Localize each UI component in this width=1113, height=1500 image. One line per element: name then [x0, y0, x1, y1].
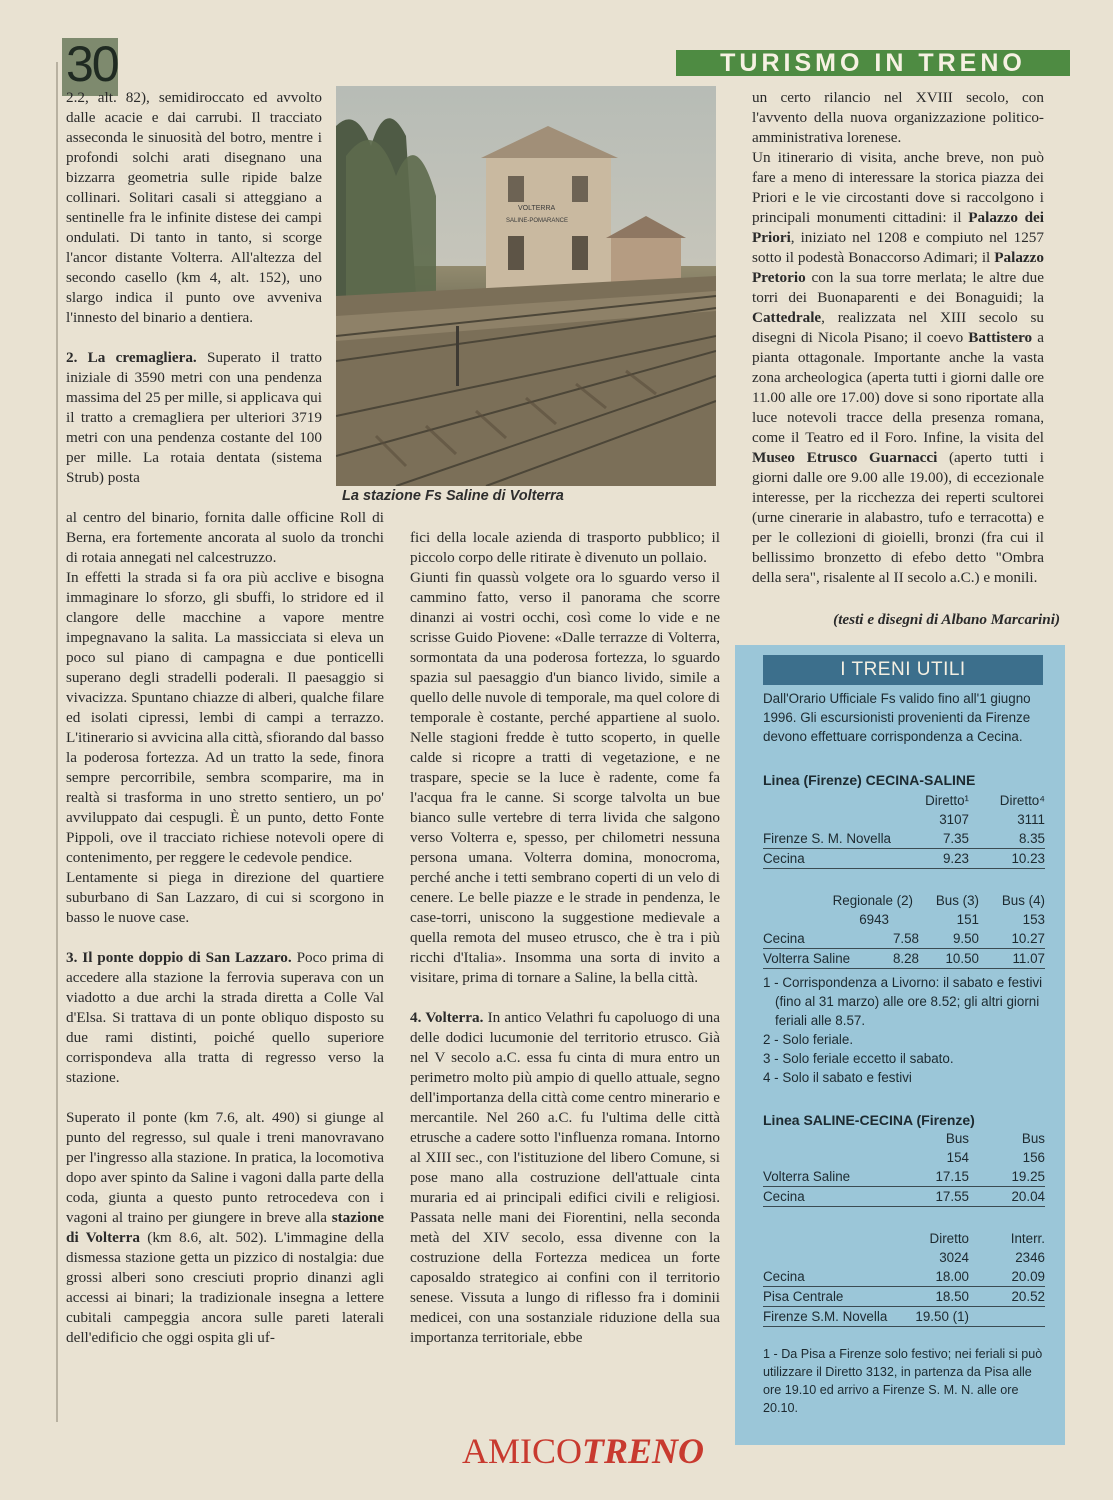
note: 3 - Solo feriale eccetto il sabato.	[763, 1051, 954, 1066]
table-row: Cecina 17.55 20.04	[763, 1187, 1045, 1207]
table-row: Cecina 18.00 20.09	[763, 1267, 1045, 1287]
line-1-title: Linea (Firenze) CECINA-SALINE	[763, 772, 976, 788]
paragraph	[66, 348, 322, 488]
table-row: Cecina 7.58 9.50 10.27	[763, 929, 1045, 949]
table-row: Pisa Centrale 18.50 20.52	[763, 1287, 1045, 1307]
bold-term: Palazzo Pretorio	[752, 249, 1044, 286]
notes-1	[763, 973, 1043, 1087]
timetable-1: Diretto¹ Diretto⁴ 3107 3111 Firenze S. M. Novella 7.35 8.35 Cecina 9.23 10.23	[763, 791, 1045, 869]
useful-trains-box	[735, 645, 1065, 1445]
box-title: I TRENI UTILI	[763, 655, 1043, 685]
section-2-heading: 2. La cremagliera.	[66, 349, 197, 366]
section-3-text: Poco prima di accedere alla stazione la ferrovia superava con un viadotto a due archi la strada diretta a Colle Val d'Elsa. Si trattava di un ponte obliquo disposto su due rami distinti, poiché quello superiore corrispondeva alla tratta di regresso verso la stazione.	[66, 949, 384, 1086]
timetable-3: Bus Bus 154 156 Volterra Saline 17.15 19.25 Cecina 17.55 20.04	[763, 1129, 1045, 1207]
paragraph: un certo rilancio nel XVIII secolo, con l'avvento della nuova organizzazione politico-amministrativa lorenese.	[752, 89, 1044, 146]
paragraph: 2.2, alt. 82), semidiroccato ed avvolto dalle acacie e dai carrubi. Il tracciato asseconda le sinuosità del botro, mentre i profondi solchi arati disegnano una bizzarra geometria sulle ripide balze collinari. Solitari casali si atteggiano a sentinelle fra le infinite distese dei campi ondulati. Di tanto in tanto, si scorge l'ancor distante Volterra. All'altezza del secondo casello (km 4, alt. 152), uno slargo indica il punto ove avveniva l'innesto del binario a dentiera.	[66, 89, 322, 326]
column-3	[752, 88, 1044, 588]
page-number: 30	[66, 36, 118, 92]
table-row: Cecina 9.23 10.23	[763, 849, 1045, 869]
section-banner: TURISMO IN TRENO	[676, 50, 1070, 76]
paragraph: Lentamente si piega in direzione del quartiere suburbano di San Lazzaro, di cui si scorgono in basso le nuove case.	[66, 869, 384, 926]
paragraph: Giunti fin quassù volgete ora lo sguardo verso il cammino fatto, verso il panorama che scorre dinanzi ai vostri occhi, così come lo vide e ne scrisse Guido Piovene: «Dalle terrazze di Volterra, sormontata da una poderosa fortezza, lo sguardo spazia sul paesaggio d'un bianco livido, simile a quello delle nuvole di temporale, ma quel colore di temporale è costante, perché appartiene al suolo. Nelle stagioni fredde è tutto scoperto, in quelle calde si ricopre a tratti di vegetazione, e ne traspare, specie se la luce è radente, come fa l'acqua fra le canne. Si scorge talvolta un bue bianco sulle vertebre di terra livida che salgono verso Volterra e, spesso, per chilometri nessuna persona umana. Volterra domina, monocroma, perché anche i tetti sembrano coperti di un velo di cenere. Le belle piazze e le strade in pendenza, le case-torri, uniscono la suggestione medievale a quella remota del museo etrusco, che è tra i più ricchi d'Italia». Insomma una sorta di invito a visitare, prima di tornare a Saline, la bella città.	[410, 569, 720, 986]
paragraph: fici della locale azienda di trasporto pubblico; il piccolo corpo delle ritirate è divenuto un pollaio.	[410, 529, 720, 566]
paragraph: al centro del binario, fornita dalle officine Roll di Berna, era fortemente ancorata al suolo da tronchi di rotaia annegati nel calcestruzzo.	[66, 509, 384, 566]
paragraph	[66, 948, 384, 1088]
bold-term: Palazzo dei Priori	[752, 209, 1045, 246]
station-photo-image	[336, 86, 716, 486]
table-row: Firenze S.M. Novella 19.50 (1)	[763, 1307, 1045, 1327]
section-4-text: In antico Velathri fu capoluogo di una delle dodici lucumonie del territorio etrusco. Già nel V secolo a.C. essa fu cinta di mura entro un perimetro molto più ampio di quello attuale, segno dell'importanza della città come centro minerario e mercantile. Nel 260 a.C. fu l'ultima delle città etrusche a cadere sotto l'influenza romana. Intorno al XIII sec., con l'istituzione del libero Comune, si pose mano alla costruzione dell'attuale cinta muraria ed ai principali edifici civili e religiosi. Passata nelle mani dei Fiorentini, nella seconda metà del XIV secolo, essa divenne con la costruzione della Fortezza medicea un forte caposaldo strategico ai confini con il territorio senese. Vissuta a lungo di riflesso fra i dominii medicei, con una sostanziale riduzione della sua importanza territoriale, ebbe	[410, 1009, 720, 1346]
column-1-bottom	[66, 508, 384, 1348]
bold-term: Cattedrale	[752, 309, 822, 326]
note: 1 - Corrispondenza a Livorno: il sabato e festivi (fino al 31 marzo) alle ore 8.52; gli altri giorni feriali alle 8.57.	[763, 975, 1043, 1028]
paragraph: Un itinerario di visita, anche breve, non può fare a meno di interessare la storica piazza dei Priori e le vie circostanti dove si raccolgono i principali monumenti cittadini: il Palazzo dei Priori, iniziato nel 1208 e compiuto nel 1257 sotto il podestà Bonaccorso Adimari; il Palazzo Pretorio con la sua torre merlata; le altre due torri dei Buonaparenti e dei Bonaguidi; la Cattedrale, realizzata nel XIII secolo su disegni di Nicola Pisano; il coevo Battistero a pianta ottagonale. Importante anche la vasta zona archeologica (aperta tutti i giorni dalle ore 11.00 alle ore 17.00) dove si sono riportate alla luce notevoli tracce della presenza romana, come il Teatro ed il Foro. Infine, la visita del Museo Etrusco Guarnacci (aperto tutti i giorni dalle ore 9.00 alle 19.00), di eccezionale interesse, per la ricchezza dei reperti scultorei (urne cinerarie in alabastro, tufo e terracotta) e per le collezioni di gioielli, bronzi (fra cui il bellissimo bronzetto di efebo detto "Ombra della sera", risalente al II secolo a.C.) e monili.	[752, 149, 1045, 586]
sign-line-2: SALINE-POMARANCE	[506, 218, 569, 224]
note: 2 - Solo feriale.	[763, 1032, 854, 1047]
column-2	[410, 528, 720, 1348]
section-3-heading: 3. Il ponte doppio di San Lazzaro.	[66, 949, 292, 966]
section-4-heading: 4. Volterra.	[410, 1009, 484, 1026]
bold-term: Battistero	[968, 329, 1033, 346]
paragraph	[410, 1008, 720, 1348]
credits: (testi e disegni di Albano Marcarini)	[833, 611, 1060, 628]
paragraph: Superato il ponte (km 7.6, alt. 490) si giunge al punto del regresso, sul quale i treni manovravano per l'ingresso alla stazione. In pratica, la locomotiva dopo aver spinto da Saline i vagoni dalla parte della coda, giunta a questo punto retrocedeva con i vagoni al traino per giungere in breve alla stazione di Volterra (km 8.6, alt. 502). L'immagine della dismessa stazione getta un pizzico di nostalgia: due grossi alberi sono cresciuti proprio dinanzi agli accessi ai binari; la tradizionale insegna a lettere cubitali campeggia ancora sulle pareti laterali dell'edificio che oggi ospita gli uf-	[66, 1109, 384, 1346]
timetable-2: Regionale (2) Bus (3) Bus (4) 6943 151 153 Cecina 7.58 9.50 10.27 Volterra Saline 8.28 10.50 11.07	[763, 891, 1045, 969]
paragraph: In effetti la strada si fa ora più acclive e bisogna immaginare lo sforzo, gli sbuffi, lo stridore ed il clangore delle macchine a vapore mentre impegnavano la salita. La massicciata si eleva un poco sul piano di campagna e due ponticelli superano degli stradelli poderali. Il paesaggio si vivacizza. Spuntano chiazze di alberi, qualche filare ed isolati cipressi, lembi di campi a terrazzo. L'itinerario si avvicina alla città, sfiorando dal basso la poderosa fortezza. Ad un tratto la sede, finora sempre percorribile, sembra scomparire, ma in realtà si trasforma in uno stretto sentiero, un po' avviluppato dai cespugli. È un punto, detto Fonte Pippoli, ove il tracciato richiese notevoli opere di contenimento, per reggere le cedevole pendice.	[66, 569, 384, 866]
section-2-text: Superato il tratto iniziale di 3590 metri con una pendenza massima del 25 per mille, si applicava qui il tratto a cremagliera per ulteriori 3719 metri con una pendenza costante del 100 per mille. La rotaia dentata (sistema Strub) posta	[66, 349, 322, 486]
note: 4 - Solo il sabato e festivi	[763, 1070, 912, 1085]
column-1-top	[66, 88, 322, 488]
bold-term: Museo Etrusco Guarnacci	[752, 449, 938, 466]
line-2-title: Linea SALINE-CECINA (Firenze)	[763, 1112, 975, 1128]
left-margin-rule	[56, 62, 58, 1422]
table-row: Volterra Saline 8.28 10.50 11.07	[763, 949, 1045, 969]
timetable-4: Diretto Interr. 3024 2346 Cecina 18.00 20.09 Pisa Centrale 18.50 20.52 Firenze S.M. Novella 19.50 (1)	[763, 1229, 1045, 1327]
footer-logo: AMICOTRENO	[462, 1431, 705, 1471]
sign-line-1: VOLTERRA	[518, 205, 556, 212]
bold-term: stazione di Volterra	[66, 1209, 384, 1246]
box-intro: Dall'Orario Ufficiale Fs valido fino all'1 giugno 1996. Gli escursionisti provenienti da Firenze devono effettuare corrispondenza a Cecina.	[763, 691, 1031, 744]
note-2: 1 - Da Pisa a Firenze solo festivo; nei feriali si può utilizzare il Diretto 3132, in partenza da Pisa alle ore 19.10 ed arrivo a Firenze S. M. N. alle ore 20.10.	[763, 1347, 1043, 1415]
station-photo	[336, 86, 716, 486]
table-row: Firenze S. M. Novella 7.35 8.35	[763, 829, 1045, 849]
photo-caption: La stazione Fs Saline di Volterra	[342, 488, 564, 504]
table-row: Volterra Saline 17.15 19.25	[763, 1167, 1045, 1187]
